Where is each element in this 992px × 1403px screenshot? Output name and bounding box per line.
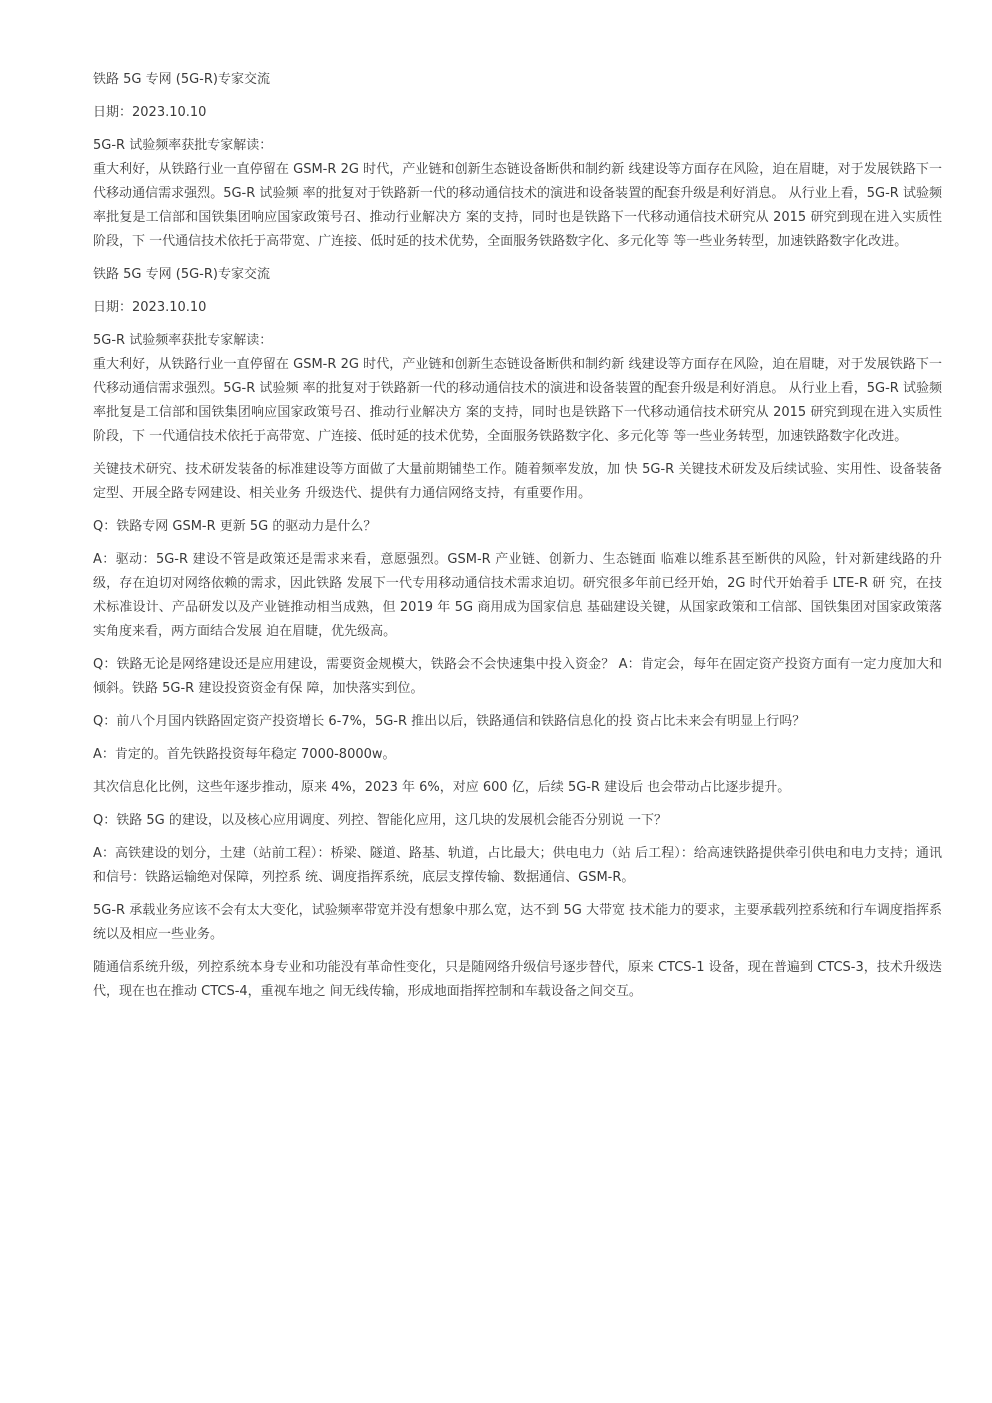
body-paragraph: 关键技术研究、技术研发装备的标准建设等方面做了大量前期铺垫工作。随着频率发放，加 快 5G-R 关键技术研发及后续试验、实用性、设备装备定型、开展全路专网建设、相关业务 升级迭代、提供有力通信网络支持，有重要作用。 (93, 462, 942, 501)
body-paragraph-repeat: 重大利好，从铁路行业一直停留在 GSM-R 2G 时代，产业链和创新生态链设备断供和制约新 线建设等方面存在风险，迫在眉睫，对于发展铁路下一代移动通信需求强烈。5G-R 试验频 率的批复对于铁路新一代的移动通信技术的演进和设备装置的配套升级是利好消息。 从行业上看，5G-R 试验频率批复是工信部和国铁集团响应国家政策号召、推动行业解决方 案的支持，同时也是铁路下一代移动通信技术研究从 2015 研究到现在进入实质性阶段，下 一代通信技术依托于高带宽、广连接、低时延的技术优势，全面服务铁路数字化、多元化等 等一些业务转型，加速铁路数字化改进。 (93, 357, 942, 444)
question-paragraph: Q：前八个月国内铁路固定资产投资增长 6-7%，5G-R 推出以后，铁路通信和铁路信息化的投 资占比未来会有明显上行吗？ (93, 714, 806, 729)
doc-title: 铁路 5G 专网 (5G-R)专家交流 (93, 72, 270, 87)
body-paragraph: 重大利好，从铁路行业一直停留在 GSM-R 2G 时代，产业链和创新生态链设备断供和制约新 线建设等方面存在风险，迫在眉睫，对于发展铁路下一代移动通信需求强烈。5G-R 试验频 率的批复对于铁路新一代的移动通信技术的演进和设备装置的配套升级是利好消息。 从行业上看，5G-R 试验频率批复是工信部和国铁集团响应国家政策号召、推动行业解决方 案的支持，同时也是铁路下一代移动通信技术研究从 2015 研究到现在进入实质性阶段，下 一代通信技术依托于高带宽、广连接、低时延的技术优势，全面服务铁路数字化、多元化等 等一些业务转型，加速铁路数字化改进。 (93, 162, 942, 249)
body-paragraph: 5G-R 承载业务应该不会有太大变化，试验频率带宽并没有想象中那么宽，达不到 5G 大带宽 技术能力的要求，主要承载列控系统和行车调度指挥系统以及相应一些业务。 (93, 903, 942, 942)
doc-date-repeat: 日期：2023.10.10 (93, 300, 207, 315)
body-paragraph: 其次信息化比例，这些年逐步推动，原来 4%，2023 年 6%，对应 600 亿，后续 5G-R 建设后 也会带动占比逐步提升。 (93, 780, 791, 795)
section-heading: 5G-R 试验频率获批专家解读： (93, 138, 273, 153)
answer-paragraph: A：驱动：5G-R 建设不管是政策还是需求来看，意愿强烈。GSM-R 产业链、创新力、生态链面 临难以维系甚至断供的风险，针对新建线路的升级，存在迫切对网络依赖的需求，因此铁路 发展下一代专用移动通信技术需求迫切。研究很多年前已经开始，2G 时代开始着手 LTE-R 研 究，在技术标准设计、产品研发以及产业链推动相当成熟，但 2019 年 5G 商用成为国家信息 基础建设关键，从国家政策和工信部、国铁集团对国家政策落实角度来看，两方面结合发展 迫在眉睫，优先级高。 (93, 552, 942, 639)
question-paragraph: Q：铁路 5G 的建设，以及核心应用调度、列控、智能化应用，这几块的发展机会能否分别说 一下？ (93, 813, 667, 828)
question-answer-paragraph: Q：铁路无论是网络建设还是应用建设，需要资金规模大，铁路会不会快速集中投入资金？ A：肯定会，每年在固定资产投资方面有一定力度加大和倾斜。铁路 5G-R 建设投资资金有保 障，加快落实到位。 (93, 657, 942, 696)
answer-paragraph: A：肯定的。首先铁路投资每年稳定 7000-8000w。 (93, 747, 396, 762)
body-paragraph: 随通信系统升级，列控系统本身专业和功能没有革命性变化，只是随网络升级信号逐步替代，原来 CTCS-1 设备，现在普遍到 CTCS-3，技术升级迭代，现在也在推动 CTCS-4，重视车地之 间无线传输，形成地面指挥控制和车载设备之间交互。 (93, 960, 942, 999)
doc-date: 日期：2023.10.10 (93, 105, 207, 120)
section-heading-repeat: 5G-R 试验频率获批专家解读： (93, 333, 273, 348)
question-paragraph: Q：铁路专网 GSM-R 更新 5G 的驱动力是什么？ (93, 519, 377, 534)
doc-title-repeat: 铁路 5G 专网 (5G-R)专家交流 (93, 267, 270, 282)
answer-paragraph: A：高铁建设的划分，土建（站前工程）：桥梁、隧道、路基、轨道，占比最大；供电电力（站 后工程）：给高速铁路提供牵引供电和电力支持；通讯和信号：铁路运输绝对保障，列控系 统、调度指挥系统，底层支撑传输、数据通信、GSM-R。 (93, 846, 942, 885)
